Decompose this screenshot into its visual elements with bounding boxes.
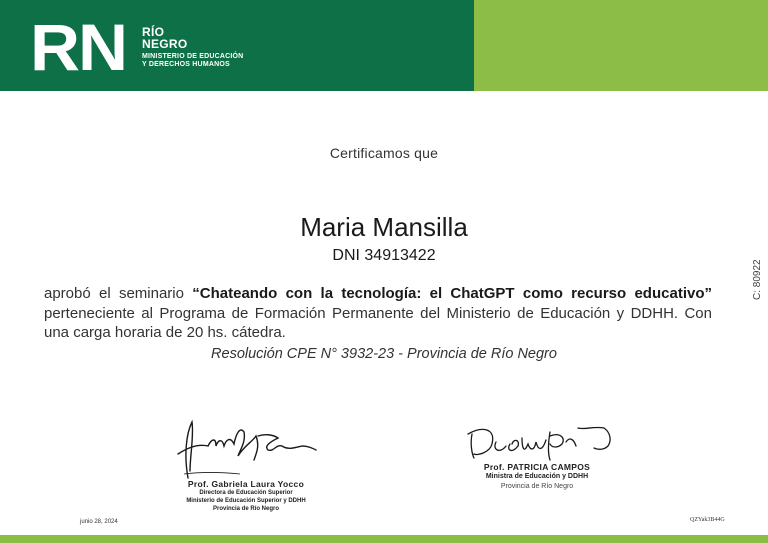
logo-line-ddhh: Y DERECHOS HUMANOS <box>142 61 230 68</box>
certificate-intro: Certificamos que <box>329 145 439 161</box>
signatory-left-role2: Ministerio de Educación Superior y DDHH <box>186 498 306 504</box>
signatory-left-role1: Directora de Educación Superior <box>199 490 293 496</box>
issue-date: junio 28, 2024 <box>80 519 118 525</box>
logo-mark: RN <box>30 10 126 84</box>
signatory-left-name: Prof. Gabriela Laura Yocco <box>187 479 305 489</box>
signatory-right-province: Provincia de Río Negro <box>500 483 574 490</box>
side-code: C: 80922 <box>752 259 763 300</box>
signatory-left-province: Provincia de Río Negro <box>212 506 279 512</box>
signatory-left <box>158 479 334 513</box>
verification-code: QZYak3B44G <box>690 517 725 523</box>
recipient-name: Maria Mansilla <box>300 212 468 242</box>
recipient-dni: DNI 34913422 <box>332 247 436 264</box>
logo-line-negro: NEGRO <box>142 37 188 51</box>
body-pre: aprobó el seminario <box>44 285 193 302</box>
signature-right-image <box>462 420 622 465</box>
logo-text <box>142 26 243 69</box>
signature-left-image <box>160 416 330 486</box>
footer-bar <box>0 535 768 543</box>
body-post: perteneciente al Programa de Formación Permanente del Ministerio de Educación y DDHH. Con una carga horaria de 20 hs. cátedra. <box>44 304 712 341</box>
certificate-body <box>44 284 712 343</box>
resolution-line: Resolución CPE N° 3932-23 - Provincia de Río Negro <box>211 346 557 362</box>
logo-line-rio: RÍO <box>142 25 165 39</box>
header-banner <box>0 0 474 91</box>
seminar-title: “Chateando con la tecnología: el ChatGPT como recurso educativo” <box>192 285 712 302</box>
signatory-right-role: Ministra de Educación y DDHH <box>485 473 589 480</box>
signatory-right <box>452 462 622 492</box>
header-accent <box>474 0 768 91</box>
logo-line-ministerio: MINISTERIO DE EDUCACIÓN <box>142 53 244 60</box>
signatory-right-name: Prof. PATRICIA CAMPOS <box>483 462 591 472</box>
